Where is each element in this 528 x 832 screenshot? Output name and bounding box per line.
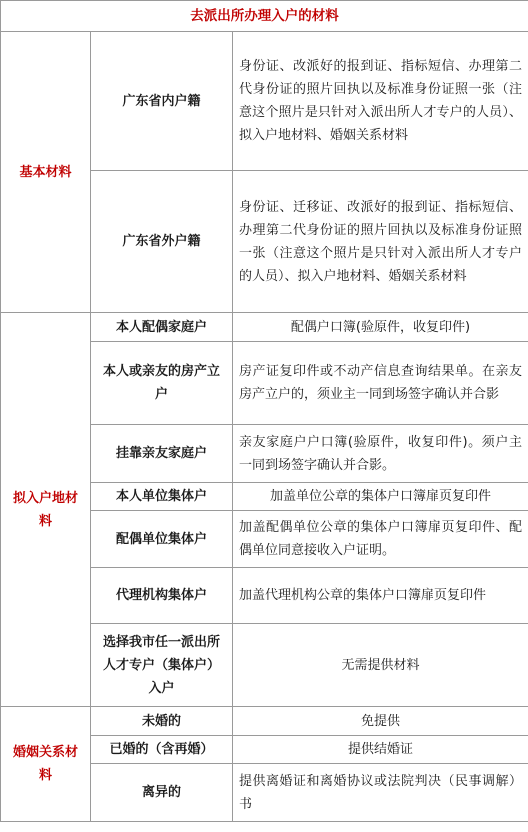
row-desc: 房产证复印件或不动产信息查询结果单。在亲友房产立户的，须业主一同到场签字确认并合影: [233, 342, 528, 425]
row-label: 配偶单位集体户: [91, 511, 233, 568]
row-label: 广东省外户籍: [91, 171, 233, 313]
row-label: 本人或亲友的房产立户: [91, 342, 233, 425]
row-desc: 身份证、改派好的报到证、指标短信、办理第二代身份证的照片回执以及标准身份证照一张（注意这个照片是只针对入派出所人才专户的人员）、拟入户地材料、婚姻关系材料: [233, 32, 528, 171]
row-desc: 身份证、迁移证、改派好的报到证、指标短信、办理第二代身份证的照片回执以及标准身份证照一张（注意这个照片是只针对入派出所人才专户的人员）、拟入户地材料、婚姻关系材料: [233, 171, 528, 313]
row-label: 未婚的: [91, 707, 233, 736]
row-label: 挂靠亲友家庭户: [91, 425, 233, 483]
row-desc: 提供结婚证: [233, 736, 528, 764]
table-row: [1, 313, 528, 342]
category-marriage: 婚姻关系材料: [1, 707, 91, 822]
row-label: 已婚的（含再婚）: [91, 736, 233, 764]
row-label: 选择我市任一派出所人才专户（集体户）入户: [91, 624, 233, 707]
row-label: 代理机构集体户: [91, 568, 233, 624]
table-row: [1, 707, 528, 736]
row-desc: 加盖代理机构公章的集体户口簿扉页复印件: [233, 568, 528, 624]
row-desc: 提供离婚证和离婚协议或法院判决（民事调解）书: [233, 764, 528, 822]
table-row: [1, 32, 528, 171]
row-desc: 亲友家庭户户口簿(验原件，收复印件)。须户主一同到场签字确认并合影。: [233, 425, 528, 483]
category-residence: 拟入户地材料: [1, 313, 91, 707]
title-row: [1, 1, 528, 32]
category-basic: 基本材料: [1, 32, 91, 313]
row-desc: 加盖配偶单位公章的集体户口簿扉页复印件、配偶单位同意接收入户证明。: [233, 511, 528, 568]
row-desc: 无需提供材料: [233, 624, 528, 707]
table-title: 去派出所办理入户的材料: [1, 1, 528, 32]
row-desc: 配偶户口簿(验原件，收复印件): [233, 313, 528, 342]
row-label: 本人单位集体户: [91, 483, 233, 511]
row-label: 广东省内户籍: [91, 32, 233, 171]
row-label: 离异的: [91, 764, 233, 822]
row-label: 本人配偶家庭户: [91, 313, 233, 342]
row-desc: 加盖单位公章的集体户口簿扉页复印件: [233, 483, 528, 511]
row-desc: 免提供: [233, 707, 528, 736]
